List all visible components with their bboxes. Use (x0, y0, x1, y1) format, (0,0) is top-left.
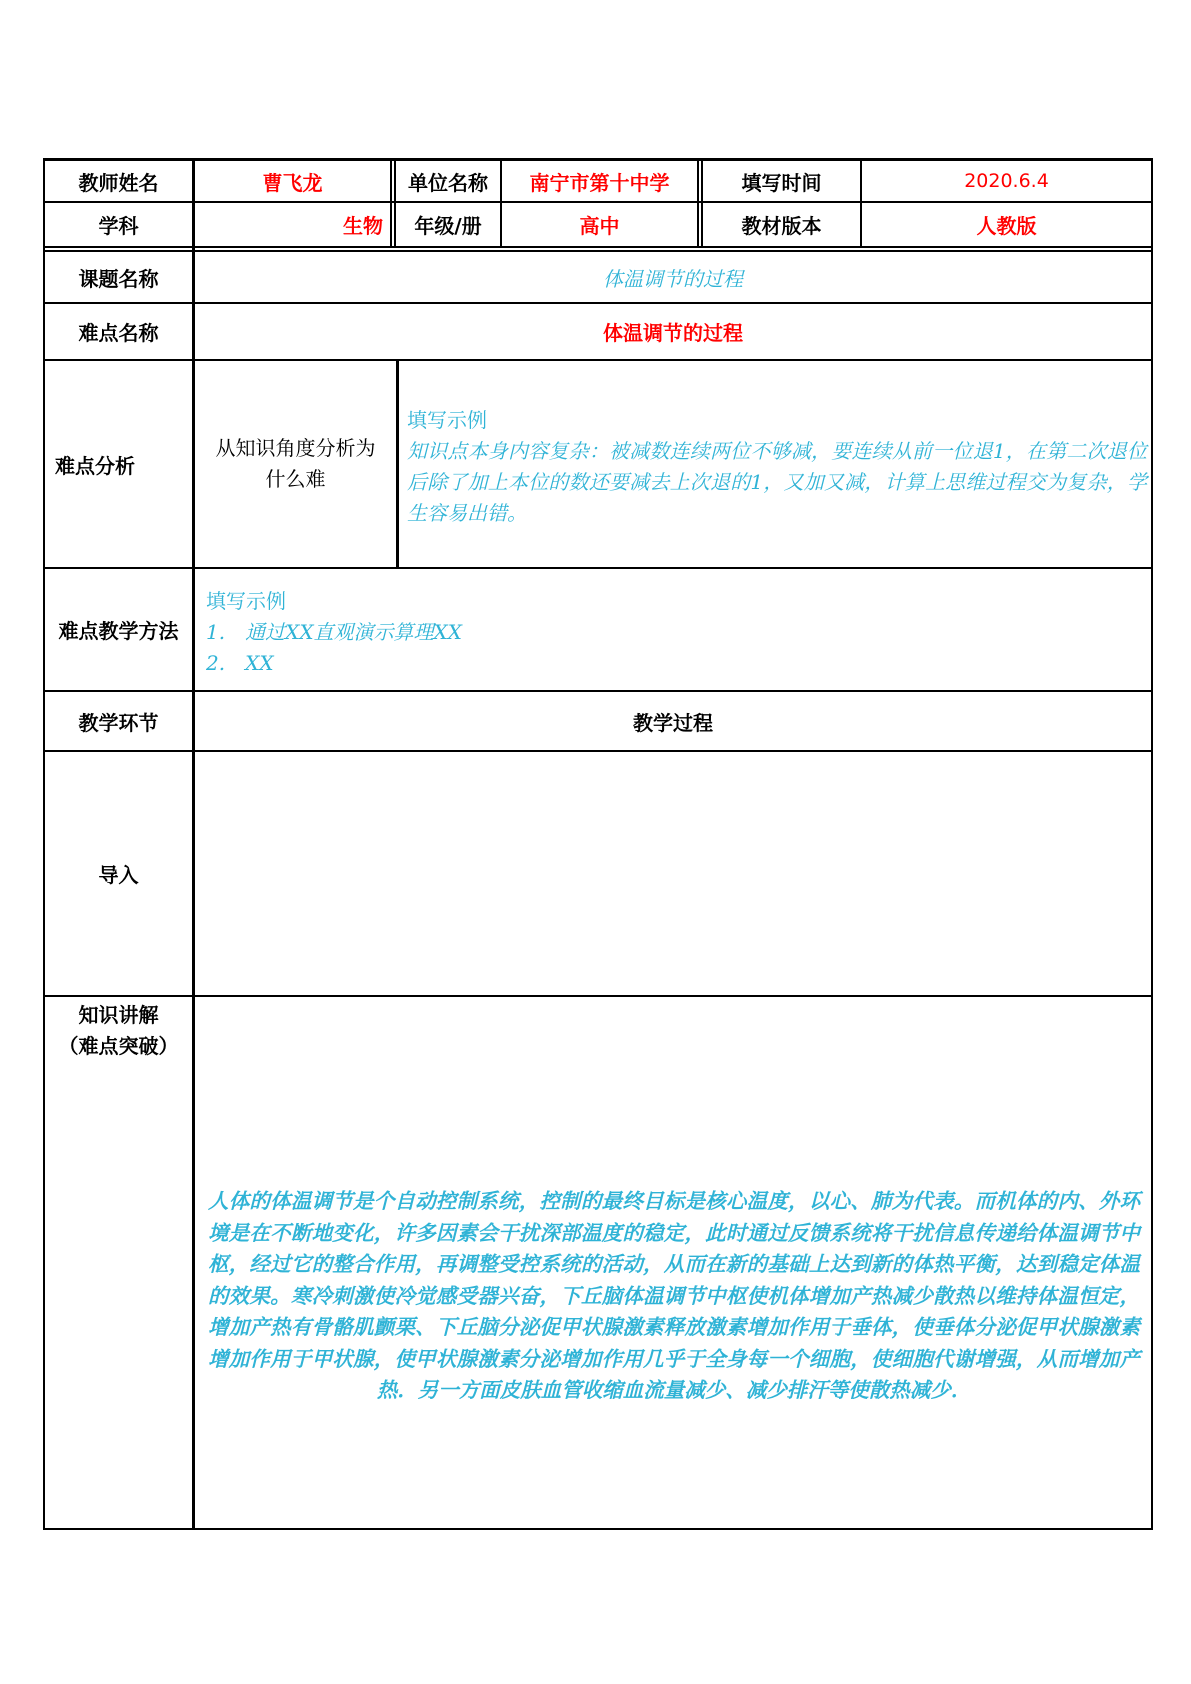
analysis-sublabel (195, 361, 396, 567)
border-bottom (43, 1528, 1153, 1530)
subject-label: 学科 (98, 214, 139, 238)
method-label: 难点教学方法 (58, 619, 179, 643)
analysis-example-text: 知识点本身内容复杂：被减数连续两位不够减，要连续从前一位退1，在第二次退位后除了加上本位的数还要减去上次退的1，又加又减，计算上思维过程交为复杂，学生容易出错。 (407, 439, 1147, 525)
stage-label: 教学环节 (78, 710, 159, 735)
unit-name-value: 南宁市第十中学 (529, 170, 670, 195)
topic-value: 体温调节的过程 (603, 266, 743, 291)
vline-header-1 (390, 158, 392, 248)
edition-label: 教材版本 (741, 214, 822, 238)
analysis-example (407, 405, 1147, 529)
analysis-label: 难点分析 (55, 453, 135, 478)
vline-header-3 (697, 158, 699, 248)
grade-value: 高中 (579, 214, 620, 238)
intro-label: 导入 (98, 863, 139, 887)
unit-name-label: 单位名称 (408, 170, 488, 195)
subject-value: 生物 (343, 214, 383, 238)
difficulty-value: 体温调节的过程 (603, 321, 743, 345)
topic-label: 课题名称 (78, 266, 159, 291)
knowledge-content: 人体的体温调节是个自动控制系统，控制的最终目标是核心温度，以心、肺为代表。而机体的内、外环境是在不断地变化，许多因素会干扰深部温度的稳定，此时通过反馈系统将干扰信息传递给体温调节中枢，经过它的整合作用，再调整受控系统的活动，从而在新的基础上达到新的体热平衡，达到稳定体温的效果。寒冷刺激使冷觉感受器兴奋，下丘脑体温调节中枢使机体增加产热减少散热以维持体温恒定，增加产热有骨骼肌颤栗、下丘脑分泌促甲状腺激素释放激素增加作用于垂体，使垂体分泌促甲状腺激素增加作用于甲状腺，使甲状腺激素分泌增加作用几乎于全身每一个细胞，使细胞代谢增强，从而增加产热．另一方面皮肤血管收缩血流量减少、减少排汗等使散热减少． (208, 1189, 1140, 1402)
method-example (206, 586, 1136, 679)
process-label: 教学过程 (633, 710, 713, 735)
border-right (1151, 158, 1153, 1530)
grade-label: 年级/册 (414, 214, 482, 238)
fill-date-value: 2020.6.4 (964, 170, 1049, 192)
knowledge-label-line2: （难点突破） (58, 1034, 179, 1058)
method-item-1: 1. 通过XX直观演示算理XX (206, 620, 463, 644)
teacher-name-value: 曹飞龙 (262, 170, 323, 195)
teacher-name-label: 教师姓名 (78, 170, 159, 195)
hline-2a (43, 246, 1153, 248)
knowledge-label (45, 1000, 192, 1062)
fill-date-label: 填写时间 (741, 170, 822, 195)
analysis-sublabel-line1: 从知识角度分析为 (215, 436, 376, 460)
method-item-2: 2. XX (206, 651, 274, 675)
knowledge-label-line1: 知识讲解 (78, 1003, 159, 1027)
hline-8 (43, 995, 1153, 997)
analysis-example-title: 填写示例 (407, 408, 487, 432)
vline-analysis (396, 359, 399, 569)
intro-content (195, 752, 1151, 995)
method-example-title: 填写示例 (206, 589, 286, 613)
edition-value: 人教版 (976, 214, 1037, 238)
hline-5 (43, 567, 1153, 569)
analysis-sublabel-line2: 什么难 (265, 467, 326, 491)
difficulty-label: 难点名称 (78, 321, 159, 345)
